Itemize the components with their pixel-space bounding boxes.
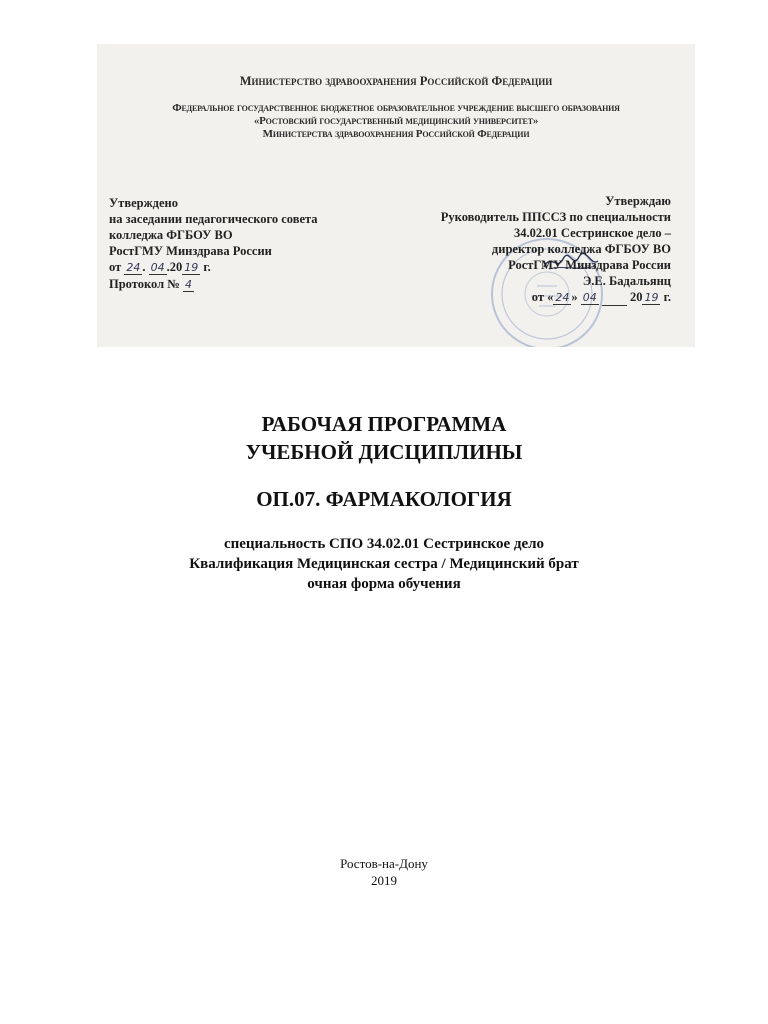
- protocol-prefix: Протокол №: [109, 277, 180, 291]
- date-prefix-right: от «: [531, 290, 554, 304]
- date-day-right-handwritten: 24: [555, 291, 570, 304]
- publication-year: 2019: [371, 873, 397, 888]
- protocol-number-handwritten: 4: [184, 278, 192, 291]
- subject-title: ОП.07. ФАРМАКОЛОГИЯ: [256, 487, 512, 511]
- date-mid-right: »: [571, 290, 578, 304]
- specialty-code-label: 34.02.01 Сестринское дело –: [514, 226, 671, 240]
- council-meeting-label: на заседании педагогического совета: [109, 212, 318, 226]
- college-director-label: директор колледжа ФГБОУ ВО: [491, 242, 671, 256]
- institution-header: [97, 44, 695, 141]
- university-name-label: РостГМУ Минздрава России: [109, 244, 272, 258]
- study-form-line: очная форма обучения: [307, 576, 461, 592]
- approval-right-date: [441, 289, 671, 306]
- college-name-label: колледжа ФГБОУ ВО: [109, 228, 233, 242]
- city-name: Ростов-на-Дону: [340, 856, 428, 871]
- institution-name: [97, 102, 695, 141]
- institution-line-1: Федеральное государственное бюджетное образовательное учреждение высшего образования: [172, 102, 620, 114]
- date-year-handwritten: 19: [184, 261, 199, 274]
- program-title: [0, 410, 768, 466]
- specialty-block: [0, 534, 768, 594]
- date-separator: .: [142, 260, 146, 274]
- date-month-handwritten: 04: [150, 261, 165, 274]
- date-suffix-right: г.: [663, 290, 671, 304]
- approval-left-date: [109, 259, 318, 276]
- university-name-right: РостГМУ Минздрава России: [508, 258, 671, 272]
- date-prefix: от: [109, 260, 122, 274]
- approve-label: Утверждаю: [605, 194, 671, 208]
- date-month-right-handwritten: 04: [582, 291, 597, 304]
- ministry-name: Министерство здравоохранения Российской Федерации: [239, 74, 553, 88]
- scanned-approval-header: [97, 44, 695, 347]
- place-and-year: [0, 855, 768, 889]
- institution-line-2: «Ростовский государственный медицинский университет»: [253, 115, 539, 127]
- date-year-right-handwritten: 19: [644, 291, 659, 304]
- date-year-prefix-right: 20: [629, 290, 643, 304]
- institution-line-3: Министерства здравоохранения Российской Федерации: [262, 128, 530, 140]
- approved-label: Утверждено: [109, 196, 178, 210]
- title-line-2: УЧЕБНОЙ ДИСЦИПЛИНЫ: [245, 440, 523, 464]
- protocol-line: [109, 276, 318, 293]
- director-name: Э.Е. Бадальянц: [582, 274, 671, 288]
- specialty-line: специальность СПО 34.02.01 Сестринское дело: [223, 536, 545, 552]
- date-century: .20: [166, 260, 183, 274]
- date-suffix: г.: [203, 260, 211, 274]
- program-head-label: Руководитель ППССЗ по специальности: [440, 210, 671, 224]
- approval-right-block: [441, 193, 671, 306]
- qualification-line: Квалификация Медицинская сестра / Медицинский брат: [189, 556, 579, 572]
- date-day-handwritten: 24: [126, 261, 141, 274]
- title-line-1: РАБОЧАЯ ПРОГРАММА: [261, 412, 507, 436]
- date-blank-line: [602, 289, 627, 306]
- approval-left-block: [109, 195, 318, 293]
